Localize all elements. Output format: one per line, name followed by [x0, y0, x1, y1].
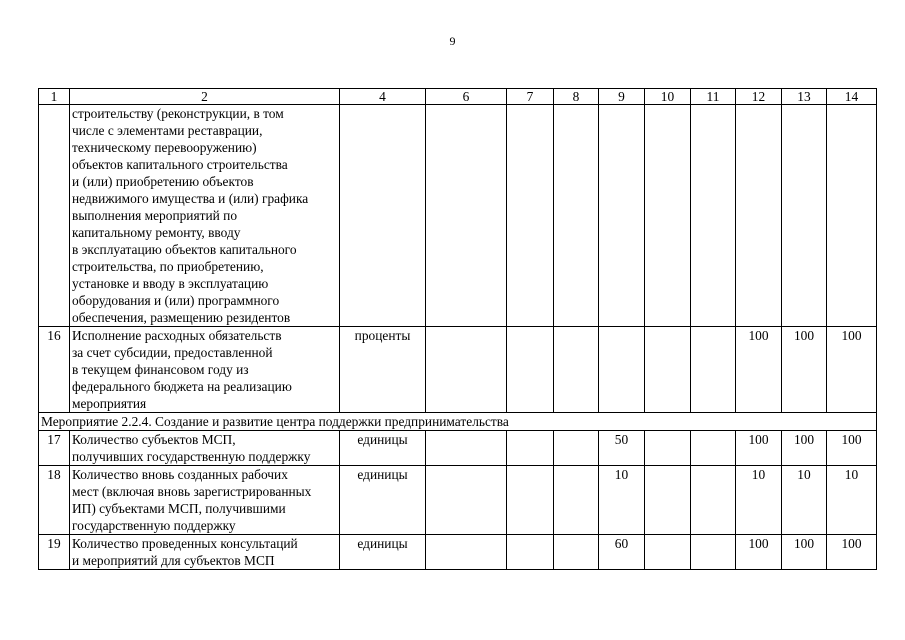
continuation-row — [39, 105, 877, 327]
value-cell: 100 — [782, 535, 827, 570]
continuation-text: строительству (реконструкции, в том числе с элементами реставрации, техническому перевооружению) объектов капитального строительства и (или) приобретению объектов недвижимого имущества и (или) графика выполнения мероприятий по капитальному ремонту, вводу в эксплуатацию объектов капитального строительства, по приобретению, установке и вводу в эксплуатацию оборудования и (или) программного обеспечения, размещению резидентов — [70, 105, 340, 327]
value-cell — [426, 431, 507, 466]
value-cell — [554, 431, 599, 466]
row-number: 18 — [39, 466, 70, 535]
indicator-name: Количество вновь созданных рабочих мест (включая вновь зарегистрированных ИП) субъектами МСП, получившими государственную поддержку — [70, 466, 340, 535]
table-row — [39, 431, 877, 466]
value-cell: 50 — [599, 431, 645, 466]
value-cell: 100 — [827, 327, 877, 413]
header-row — [39, 89, 877, 105]
value-cell — [691, 466, 736, 535]
value-cell — [645, 535, 691, 570]
header-cell: 6 — [426, 89, 507, 105]
row-number: 16 — [39, 327, 70, 413]
page-number: 9 — [449, 34, 456, 48]
value-cell: 100 — [827, 431, 877, 466]
table-row — [39, 535, 877, 570]
indicator-name: Исполнение расходных обязательств за счет субсидии, предоставленной в текущем финансовом году из федерального бюджета на реализацию мероприятия — [70, 327, 340, 413]
value-cell: 100 — [782, 431, 827, 466]
row-number: 17 — [39, 431, 70, 466]
value-cell: 10 — [736, 466, 782, 535]
value-cell: 100 — [736, 535, 782, 570]
value-cell — [426, 327, 507, 413]
value-cell: 100 — [782, 327, 827, 413]
header-cell: 2 — [70, 89, 340, 105]
section-heading: Мероприятие 2.2.4. Создание и развитие центра поддержки предпринимательства — [39, 413, 877, 431]
value-cell: 100 — [827, 535, 877, 570]
value-cell — [645, 327, 691, 413]
unit-cell: единицы — [340, 466, 426, 535]
value-cell: 60 — [599, 535, 645, 570]
indicators-table — [38, 88, 877, 570]
value-cell — [691, 431, 736, 466]
value-cell: 10 — [827, 466, 877, 535]
table-row — [39, 466, 877, 535]
header-cell: 10 — [645, 89, 691, 105]
header-cell: 9 — [599, 89, 645, 105]
value-cell: 100 — [736, 327, 782, 413]
value-cell — [645, 431, 691, 466]
header-cell: 8 — [554, 89, 599, 105]
unit-cell: проценты — [340, 327, 426, 413]
value-cell — [426, 535, 507, 570]
value-cell: 10 — [599, 466, 645, 535]
header-cell: 4 — [340, 89, 426, 105]
value-cell — [507, 327, 554, 413]
section-heading-row — [39, 413, 877, 431]
header-cell: 13 — [782, 89, 827, 105]
indicator-name: Количество субъектов МСП, получивших государственную поддержку — [70, 431, 340, 466]
header-cell: 1 — [39, 89, 70, 105]
value-cell — [554, 466, 599, 535]
table-row — [39, 327, 877, 413]
value-cell — [426, 466, 507, 535]
value-cell — [599, 327, 645, 413]
value-cell — [507, 431, 554, 466]
indicator-name: Количество проведенных консультаций и мероприятий для субъектов МСП — [70, 535, 340, 570]
header-cell: 12 — [736, 89, 782, 105]
value-cell — [554, 535, 599, 570]
header-cell: 7 — [507, 89, 554, 105]
header-cell: 14 — [827, 89, 877, 105]
unit-cell: единицы — [340, 535, 426, 570]
row-number: 19 — [39, 535, 70, 570]
header-cell: 11 — [691, 89, 736, 105]
value-cell — [645, 466, 691, 535]
value-cell — [691, 327, 736, 413]
value-cell — [691, 535, 736, 570]
value-cell — [507, 466, 554, 535]
value-cell — [507, 535, 554, 570]
value-cell: 10 — [782, 466, 827, 535]
unit-cell: единицы — [340, 431, 426, 466]
value-cell: 100 — [736, 431, 782, 466]
value-cell — [554, 327, 599, 413]
